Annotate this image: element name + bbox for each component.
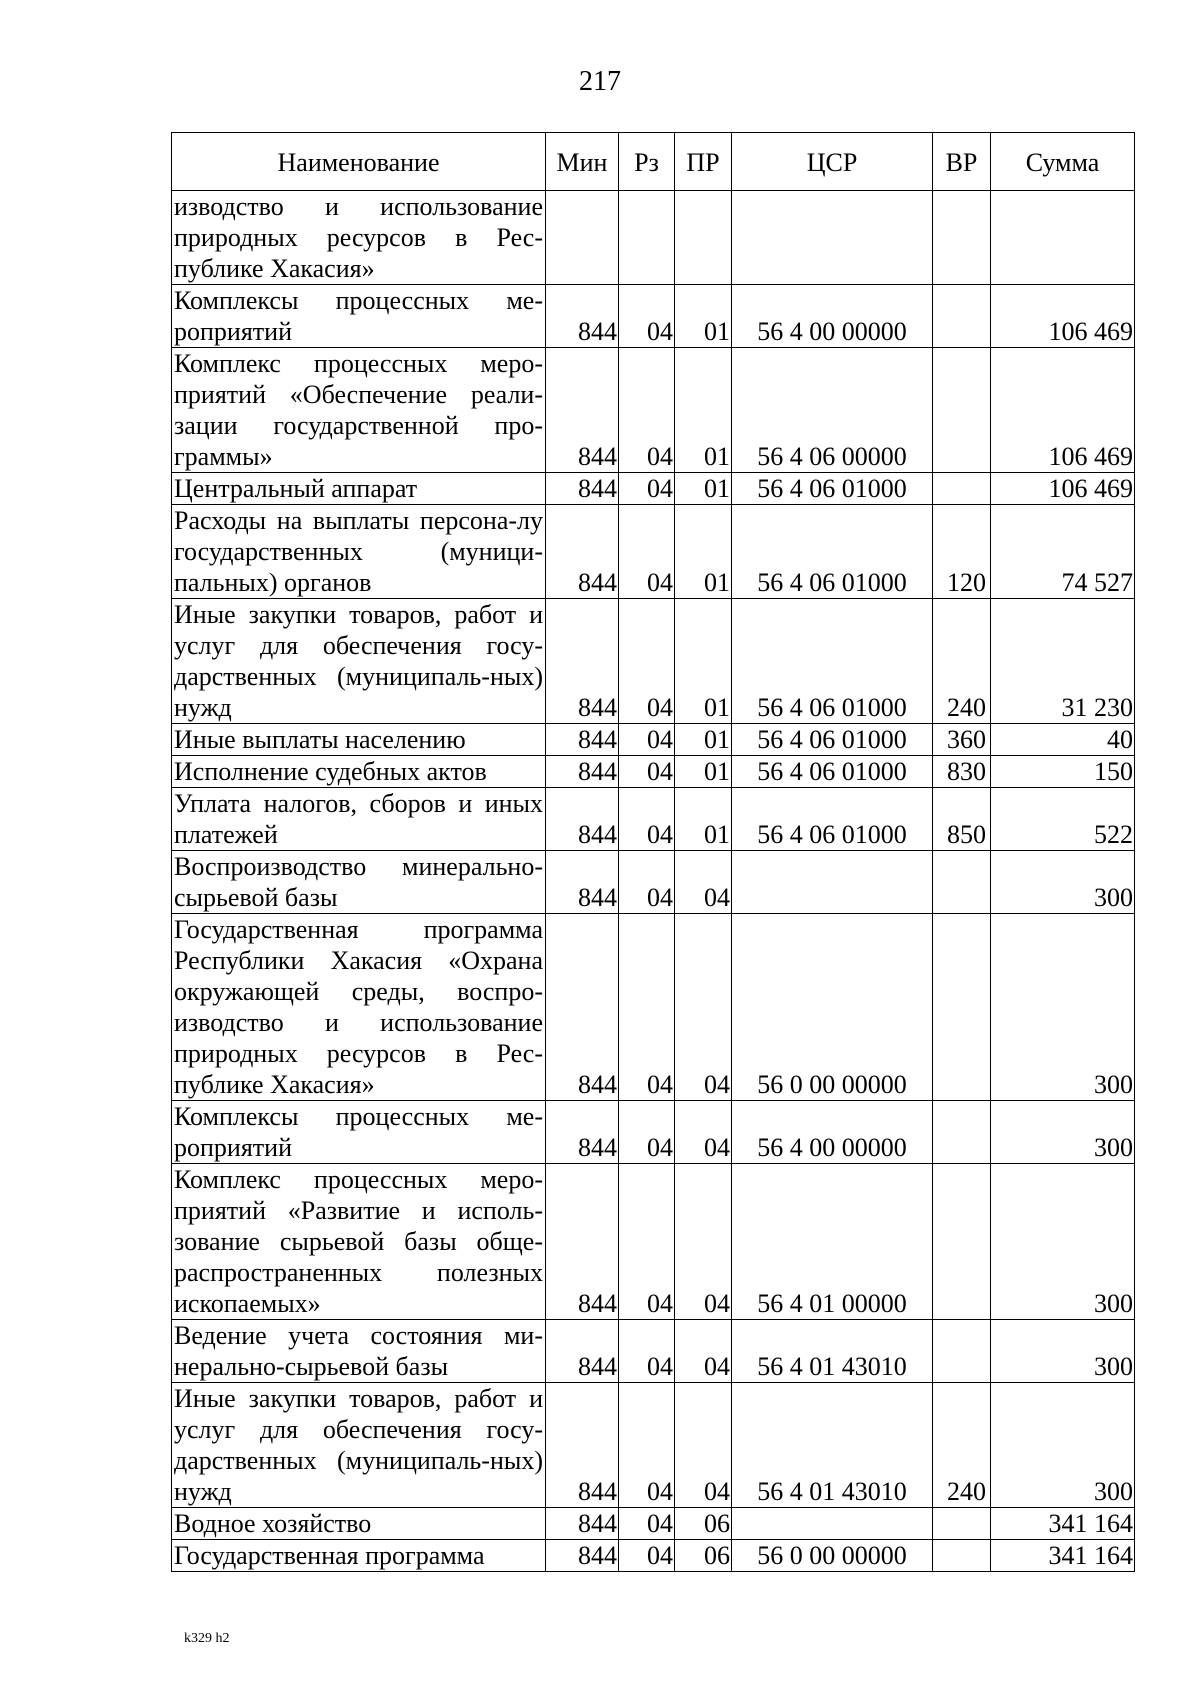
cell-min: 844 [546, 473, 619, 505]
cell-name: Водное хозяйство [172, 1508, 546, 1540]
cell-vr [933, 851, 991, 914]
cell-csr: 56 4 00 00000 [732, 1101, 933, 1164]
header-sum: Сумма [991, 133, 1135, 191]
table-header-row [172, 133, 1135, 191]
table-row [172, 473, 1135, 505]
cell-name: Комплексы процессных ме-роприятий [172, 285, 546, 348]
cell-name: Ведение учета состояния ми-нерально-сырьевой базы [172, 1320, 546, 1383]
cell-name: Исполнение судебных актов [172, 756, 546, 788]
header-rz: Рз [619, 133, 675, 191]
cell-rz: 04 [619, 788, 675, 851]
cell-vr [933, 285, 991, 348]
cell-rz: 04 [619, 505, 675, 599]
cell-sum: 300 [991, 914, 1135, 1101]
cell-min: 844 [546, 1540, 619, 1572]
table-row [172, 505, 1135, 599]
footer-code: k329 h2 [184, 1631, 230, 1646]
cell-vr: 240 [933, 599, 991, 724]
cell-sum: 106 469 [991, 473, 1135, 505]
cell-csr [732, 191, 933, 285]
table-body [172, 191, 1135, 1572]
cell-rz: 04 [619, 285, 675, 348]
cell-min: 844 [546, 756, 619, 788]
cell-rz: 04 [619, 1320, 675, 1383]
cell-pr: 01 [675, 599, 732, 724]
cell-min: 844 [546, 348, 619, 473]
cell-sum [991, 191, 1135, 285]
table-row [172, 788, 1135, 851]
cell-csr: 56 4 06 01000 [732, 724, 933, 756]
cell-pr: 01 [675, 724, 732, 756]
cell-pr: 04 [675, 1101, 732, 1164]
table-row [172, 851, 1135, 914]
cell-min: 844 [546, 914, 619, 1101]
cell-rz: 04 [619, 599, 675, 724]
cell-vr [933, 914, 991, 1101]
cell-vr [933, 1164, 991, 1320]
header-csr: ЦСР [732, 133, 933, 191]
cell-name: Иные закупки товаров, работ и услуг для обеспечения госу-дарственных (муниципаль-ных) нужд [172, 1383, 546, 1508]
cell-sum: 300 [991, 1101, 1135, 1164]
table-row [172, 1508, 1135, 1540]
cell-rz: 04 [619, 1101, 675, 1164]
cell-vr: 360 [933, 724, 991, 756]
cell-csr: 56 4 06 01000 [732, 505, 933, 599]
cell-csr: 56 4 00 00000 [732, 285, 933, 348]
cell-vr [933, 1101, 991, 1164]
cell-name: Воспроизводство минерально-сырьевой базы [172, 851, 546, 914]
cell-min: 844 [546, 1320, 619, 1383]
cell-min: 844 [546, 599, 619, 724]
cell-min: 844 [546, 1508, 619, 1540]
cell-csr: 56 4 06 01000 [732, 788, 933, 851]
cell-csr: 56 4 06 01000 [732, 473, 933, 505]
cell-csr [732, 851, 933, 914]
cell-name: изводство и использование природных ресурсов в Рес-публике Хакасия» [172, 191, 546, 285]
cell-sum: 300 [991, 1320, 1135, 1383]
budget-table [171, 132, 1135, 1572]
cell-min: 844 [546, 1383, 619, 1508]
cell-csr: 56 4 06 00000 [732, 348, 933, 473]
cell-vr: 120 [933, 505, 991, 599]
cell-sum: 300 [991, 1383, 1135, 1508]
cell-csr: 56 0 00 00000 [732, 1540, 933, 1572]
cell-sum: 74 527 [991, 505, 1135, 599]
table-row [172, 1540, 1135, 1572]
cell-rz: 04 [619, 1164, 675, 1320]
table-row [172, 724, 1135, 756]
cell-min: 844 [546, 505, 619, 599]
cell-sum: 150 [991, 756, 1135, 788]
cell-pr: 01 [675, 473, 732, 505]
cell-rz: 04 [619, 851, 675, 914]
cell-name: Комплекс процессных меро-приятий «Развитие и исполь-зование сырьевой базы обще-распространенных полезных ископаемых» [172, 1164, 546, 1320]
cell-rz: 04 [619, 348, 675, 473]
cell-sum: 300 [991, 1164, 1135, 1320]
cell-vr [933, 1508, 991, 1540]
cell-rz [619, 191, 675, 285]
cell-rz: 04 [619, 1540, 675, 1572]
cell-min: 844 [546, 1101, 619, 1164]
cell-name: Комплекс процессных меро-приятий «Обеспечение реали-зации государственной про-граммы» [172, 348, 546, 473]
cell-pr: 04 [675, 1320, 732, 1383]
cell-sum: 106 469 [991, 348, 1135, 473]
table-row [172, 285, 1135, 348]
cell-pr: 04 [675, 1164, 732, 1320]
cell-sum: 40 [991, 724, 1135, 756]
cell-pr: 01 [675, 285, 732, 348]
cell-min: 844 [546, 285, 619, 348]
cell-pr [675, 191, 732, 285]
table-row [172, 914, 1135, 1101]
cell-name: Государственная программа Республики Хакасия «Охрана окружающей среды, воспро-изводство и использование природных ресурсов в Рес-публике Хакасия» [172, 914, 546, 1101]
table-row [172, 1383, 1135, 1508]
cell-rz: 04 [619, 1383, 675, 1508]
cell-min [546, 191, 619, 285]
cell-vr: 830 [933, 756, 991, 788]
cell-rz: 04 [619, 473, 675, 505]
cell-csr: 56 4 01 00000 [732, 1164, 933, 1320]
table-row [172, 756, 1135, 788]
header-vr: ВР [933, 133, 991, 191]
cell-min: 844 [546, 1164, 619, 1320]
cell-pr: 06 [675, 1508, 732, 1540]
cell-rz: 04 [619, 756, 675, 788]
cell-csr: 56 4 06 01000 [732, 756, 933, 788]
cell-name: Иные закупки товаров, работ и услуг для обеспечения госу-дарственных (муниципаль-ных) нужд [172, 599, 546, 724]
header-pr: ПР [675, 133, 732, 191]
header-name: Наименование [172, 133, 546, 191]
cell-name: Комплексы процессных ме-роприятий [172, 1101, 546, 1164]
cell-min: 844 [546, 851, 619, 914]
cell-pr: 04 [675, 914, 732, 1101]
cell-csr: 56 4 01 43010 [732, 1320, 933, 1383]
cell-pr: 04 [675, 1383, 732, 1508]
cell-pr: 01 [675, 788, 732, 851]
cell-name: Расходы на выплаты персона-лу государственных (муници-пальных) органов [172, 505, 546, 599]
cell-sum: 522 [991, 788, 1135, 851]
table-row [172, 1164, 1135, 1320]
cell-vr [933, 1320, 991, 1383]
cell-name: Уплата налогов, сборов и иных платежей [172, 788, 546, 851]
cell-sum: 341 164 [991, 1508, 1135, 1540]
cell-csr: 56 4 06 01000 [732, 599, 933, 724]
cell-rz: 04 [619, 724, 675, 756]
cell-pr: 01 [675, 505, 732, 599]
table-row [172, 599, 1135, 724]
cell-vr: 850 [933, 788, 991, 851]
cell-sum: 31 230 [991, 599, 1135, 724]
cell-sum: 106 469 [991, 285, 1135, 348]
cell-vr [933, 473, 991, 505]
cell-pr: 04 [675, 851, 732, 914]
cell-min: 844 [546, 788, 619, 851]
cell-vr [933, 1540, 991, 1572]
table-row [172, 191, 1135, 285]
table-row [172, 348, 1135, 473]
cell-sum: 341 164 [991, 1540, 1135, 1572]
cell-csr [732, 1508, 933, 1540]
table-row [172, 1101, 1135, 1164]
cell-pr: 06 [675, 1540, 732, 1572]
cell-csr: 56 0 00 00000 [732, 914, 933, 1101]
page-number: 217 [579, 66, 621, 97]
cell-min: 844 [546, 724, 619, 756]
cell-vr [933, 191, 991, 285]
cell-vr [933, 348, 991, 473]
cell-name: Центральный аппарат [172, 473, 546, 505]
cell-pr: 01 [675, 756, 732, 788]
cell-pr: 01 [675, 348, 732, 473]
cell-sum: 300 [991, 851, 1135, 914]
cell-name: Государственная программа [172, 1540, 546, 1572]
cell-csr: 56 4 01 43010 [732, 1383, 933, 1508]
cell-rz: 04 [619, 1508, 675, 1540]
cell-name: Иные выплаты населению [172, 724, 546, 756]
table-row [172, 1320, 1135, 1383]
header-min: Мин [546, 133, 619, 191]
cell-rz: 04 [619, 914, 675, 1101]
cell-vr: 240 [933, 1383, 991, 1508]
